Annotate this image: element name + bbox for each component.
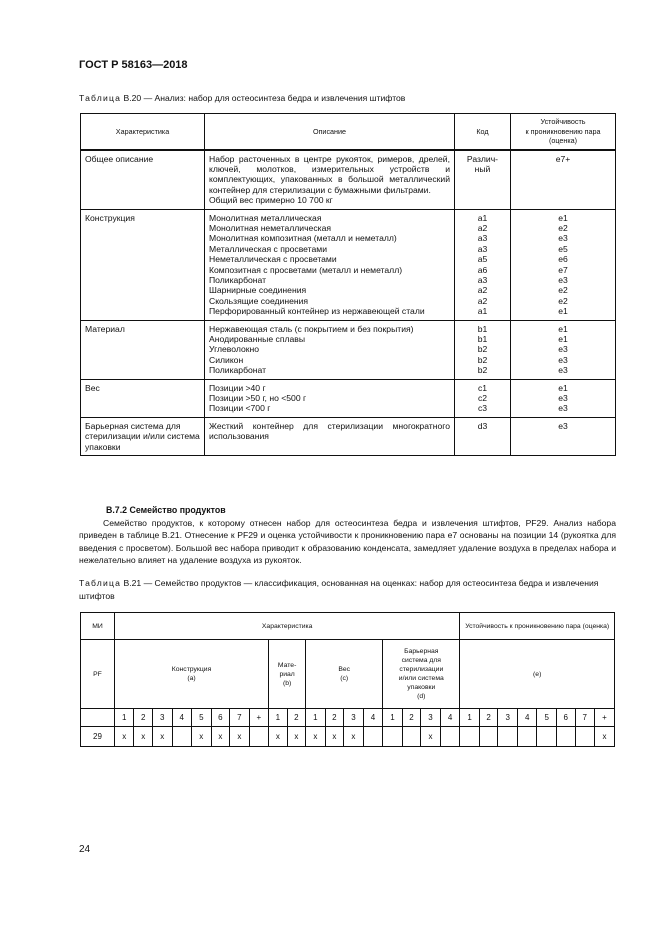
- rating-cell: е1 е2 е3 е5 е6 е7 е3 е2 е2 е1: [511, 209, 616, 320]
- mark-cell: x: [344, 727, 364, 747]
- mark-cell: [575, 727, 595, 747]
- header-characteristic: Характеристика: [81, 114, 205, 150]
- header-characteristic: Характеристика: [114, 613, 459, 640]
- number-cell: +: [249, 709, 269, 727]
- header-material: Мате- риал (b): [269, 640, 306, 709]
- header-construction: Конструкция (a): [114, 640, 268, 709]
- table-b20-caption: Таблица В.20 — Анализ: набор для остеосинтеза бедра и извлечения штифтов: [79, 93, 406, 103]
- table-b20: [80, 113, 616, 456]
- table-row: [81, 209, 616, 320]
- number-cell: 2: [134, 709, 153, 727]
- mark-cell: x: [287, 727, 306, 747]
- description-cell: Жесткий контейнер для стерилизации многократного использования: [205, 417, 455, 455]
- mark-cell: x: [192, 727, 212, 747]
- table-row: [81, 320, 616, 379]
- number-cell: 5: [192, 709, 212, 727]
- number-cell: 4: [440, 709, 460, 727]
- header-mi: МИ: [81, 613, 115, 640]
- description-cell: Нержавеющая сталь (с покрытием и без покрытия) Анодированные сплавы Углеволокно Силикон Поликарбонат: [205, 320, 455, 379]
- description-cell: Монолитная металлическая Монолитная неметаллическая Монолитная композитная (металл и неметалл) Металлическая с просветами Неметаллическая с просветами Композитная с просветами (металл и неметалл) Поликарбонат Шарнирные соединения Скользящие соединения Перфорированный контейнер из нержавеющей стали: [205, 209, 455, 320]
- number-cell: 6: [557, 709, 576, 727]
- empty-cell: [81, 709, 115, 727]
- number-cell: 2: [325, 709, 344, 727]
- code-cell: c1 c2 c3: [455, 379, 511, 417]
- mark-cell: [363, 727, 383, 747]
- code-cell: b1 b1 b2 b2 b2: [455, 320, 511, 379]
- header-resistance: Устойчивость к проникновению пара (оценка): [511, 114, 616, 150]
- mark-cell: x: [211, 727, 230, 747]
- number-cell: 2: [479, 709, 498, 727]
- mark-cell: [498, 727, 518, 747]
- table-row: [81, 150, 616, 210]
- table-row: [81, 379, 616, 417]
- document-id: ГОСТ Р 58163—2018: [79, 59, 188, 71]
- rating-cell: е7+: [511, 150, 616, 210]
- characteristic-cell: Общее описание: [81, 150, 205, 210]
- mark-cell: x: [114, 727, 134, 747]
- code-cell: а1 а2 а3 а3 а5 а6 а3 а2 а2 а1: [455, 209, 511, 320]
- mark-cell: [383, 727, 403, 747]
- mark-cell: x: [421, 727, 441, 747]
- pf-cell: 29: [81, 727, 115, 747]
- mark-cell: [460, 727, 480, 747]
- number-cell: +: [595, 709, 615, 727]
- number-cell: 7: [230, 709, 250, 727]
- number-cell: 4: [517, 709, 537, 727]
- mark-cell: x: [325, 727, 344, 747]
- number-cell: 2: [287, 709, 306, 727]
- mark-cell: x: [595, 727, 615, 747]
- number-cell: 3: [344, 709, 364, 727]
- number-cell: 1: [460, 709, 480, 727]
- rating-cell: е3: [511, 417, 616, 455]
- mark-cell: [537, 727, 557, 747]
- mark-cell: [479, 727, 498, 747]
- number-cell: 3: [152, 709, 172, 727]
- code-cell: Различ- ный: [455, 150, 511, 210]
- header-e: (e): [460, 640, 615, 709]
- number-cell: 2: [402, 709, 421, 727]
- rating-cell: е1 е3 е3: [511, 379, 616, 417]
- section-title: В.7.2 Семейство продуктов: [106, 505, 226, 515]
- rating-cell: е1 е1 е3 е3 е3: [511, 320, 616, 379]
- table-row: [81, 727, 615, 747]
- table-b21-caption: Таблица В.21 — Семейство продуктов — классификация, основанная на оценках: набор для остеосинтеза бедра и извлечения штифтов: [79, 578, 599, 601]
- code-cell: d3: [455, 417, 511, 455]
- number-cell: 3: [498, 709, 518, 727]
- header-resistance: Устойчивость к проникновению пара (оценка): [460, 613, 615, 640]
- mark-cell: x: [269, 727, 288, 747]
- number-cell: 3: [421, 709, 441, 727]
- table-b21-number-row: [81, 709, 615, 727]
- mark-cell: [557, 727, 576, 747]
- number-cell: 1: [306, 709, 326, 727]
- mark-cell: [249, 727, 269, 747]
- number-cell: 7: [575, 709, 595, 727]
- table-b21: [80, 612, 615, 747]
- mark-cell: x: [306, 727, 326, 747]
- header-pf: PF: [81, 640, 115, 709]
- table-b20-header-row: [81, 114, 616, 150]
- mark-cell: [402, 727, 421, 747]
- characteristic-cell: Барьерная система для стерилизации и/или система упаковки: [81, 417, 205, 455]
- characteristic-cell: Вес: [81, 379, 205, 417]
- mark-cell: [172, 727, 192, 747]
- number-cell: 6: [211, 709, 230, 727]
- section-paragraph: Семейство продуктов, к которому отнесен набор для остеосинтеза бедра и извлечения штифтов, PF29. Анализ набора приведен в таблице В.21. Отнесение к PF29 и оценка устойчивости к проникновению пара е7 основаны на позиции 14 (рукоятка для введения с просветом). Большой вес набора приводит к образованию конденсата, замедляет удаление воздуха в пределах набора и нежелательно влияет на удаление воздуха из рукояток.: [79, 518, 616, 565]
- number-cell: 4: [363, 709, 383, 727]
- header-weight: Вес (c): [306, 640, 383, 709]
- description-cell: Позиции >40 г Позиции >50 г, но <500 г Позиции <700 г: [205, 379, 455, 417]
- number-cell: 1: [269, 709, 288, 727]
- characteristic-cell: Конструкция: [81, 209, 205, 320]
- number-cell: 5: [537, 709, 557, 727]
- table-b21-group-row: [81, 640, 615, 709]
- number-cell: 1: [114, 709, 134, 727]
- header-description: Описание: [205, 114, 455, 150]
- mark-cell: [440, 727, 460, 747]
- mark-cell: x: [152, 727, 172, 747]
- header-barrier: Барьерная система для стерилизации и/или система упаковки (d): [383, 640, 460, 709]
- table-b21-header-row: [81, 613, 615, 640]
- mark-cell: [517, 727, 537, 747]
- table-row: [81, 417, 616, 455]
- number-cell: 1: [383, 709, 403, 727]
- page-number: 24: [79, 844, 91, 855]
- mark-cell: x: [230, 727, 250, 747]
- description-cell: Набор расточенных в центре рукояток, римеров, дрелей, ключей, молотков, измерительных устройств и комплектующих, упакованных в большой металлический контейнер для стерилизации с бумажными фильтрами. Общий вес примерно 10 700 кг: [205, 150, 455, 210]
- mark-cell: x: [134, 727, 153, 747]
- characteristic-cell: Материал: [81, 320, 205, 379]
- header-code: Код: [455, 114, 511, 150]
- number-cell: 4: [172, 709, 192, 727]
